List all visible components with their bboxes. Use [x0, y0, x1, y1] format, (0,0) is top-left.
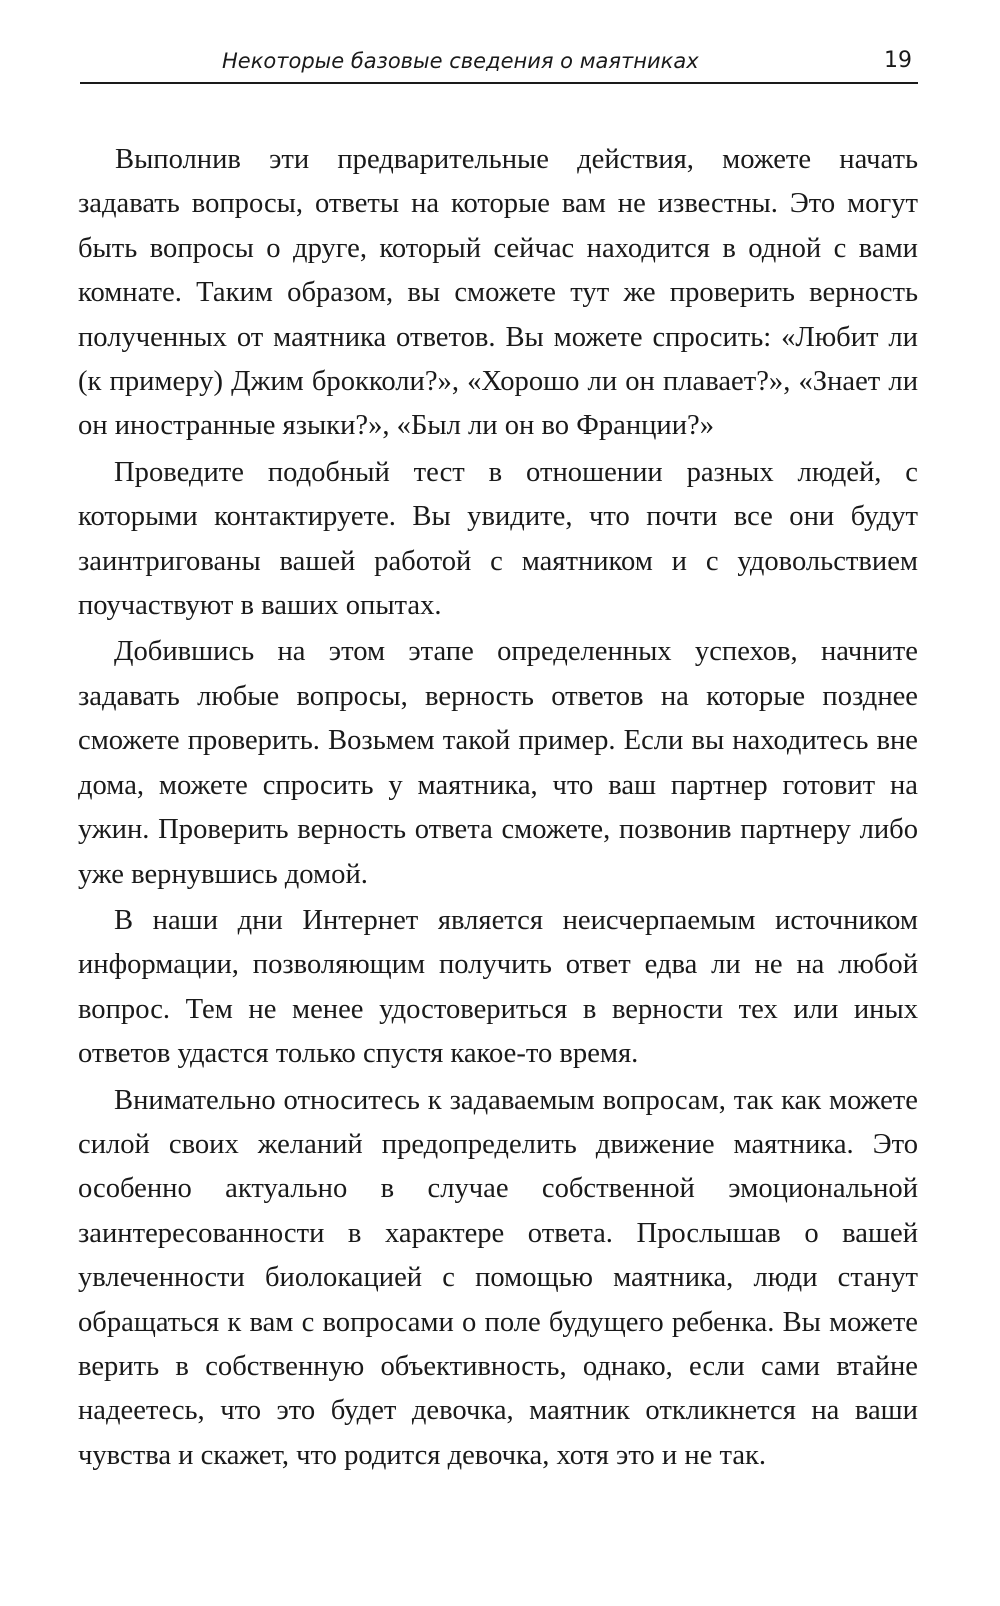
paragraph: Выполнив эти предварительные действия, можете начать задавать вопросы, ответы на которые вам не известны. Это могут быть вопросы о друге, который сейчас находится в одной с вами комнате. Таким образом, вы сможете тут же проверить верность полученных от маятника ответов. Вы можете спросить: «Любит ли (к примеру) Джим брокколи?», «Хорошо ли он плавает?», «Знает ли он иностранные языки?», «Был ли он во Франции?» [78, 144, 918, 442]
page-number: 19 [884, 48, 912, 73]
paragraph: Внимательно относитесь к задаваемым вопросам, так как можете силой своих желаний предопределить движение маятника. Это особенно актуально в случае собственной эмоциональной заинтересованности в характере ответа. Прослышав о вашей увлеченности биолокацией с помощью маятника, люди станут обращаться к вам с вопросами о поле будущего ребенка. Вы можете верить в собственную объективность, однако, если сами втайне надеетесь, что это будет девочка, маятник откликнется на ваши чувства и скажет, что родится девочка, хотя это и не так. [78, 1084, 918, 1471]
paragraph: В наши дни Интернет является неисчерпаемым источником информации, позволяющим получить ответ едва ли не на любой вопрос. Тем не менее удостовериться в верности тех или иных ответов удастся только спустя какое-то время. [78, 904, 918, 1070]
running-title: Некоторые базовые сведения о маятниках [222, 49, 699, 73]
header-rule [80, 82, 918, 84]
running-head [80, 44, 918, 78]
body-text [78, 138, 918, 1480]
paragraph: Проведите подобный тест в отношении разных людей, с которыми контактируете. Вы увидите, что почти все они будут заинтригованы вашей работой с маятником и с удовольствием поучаствуют в ваших опытах. [78, 456, 918, 622]
paragraph: Добившись на этом этапе определенных успехов, начните задавать любые вопросы, верность ответов на которые позднее сможете проверить. Возьмем такой пример. Если вы находитесь вне дома, можете спросить у маятника, что ваш партнер готовит на ужин. Проверить верность ответа сможете, позвонив партнеру либо уже вернувшись домой. [78, 636, 918, 890]
